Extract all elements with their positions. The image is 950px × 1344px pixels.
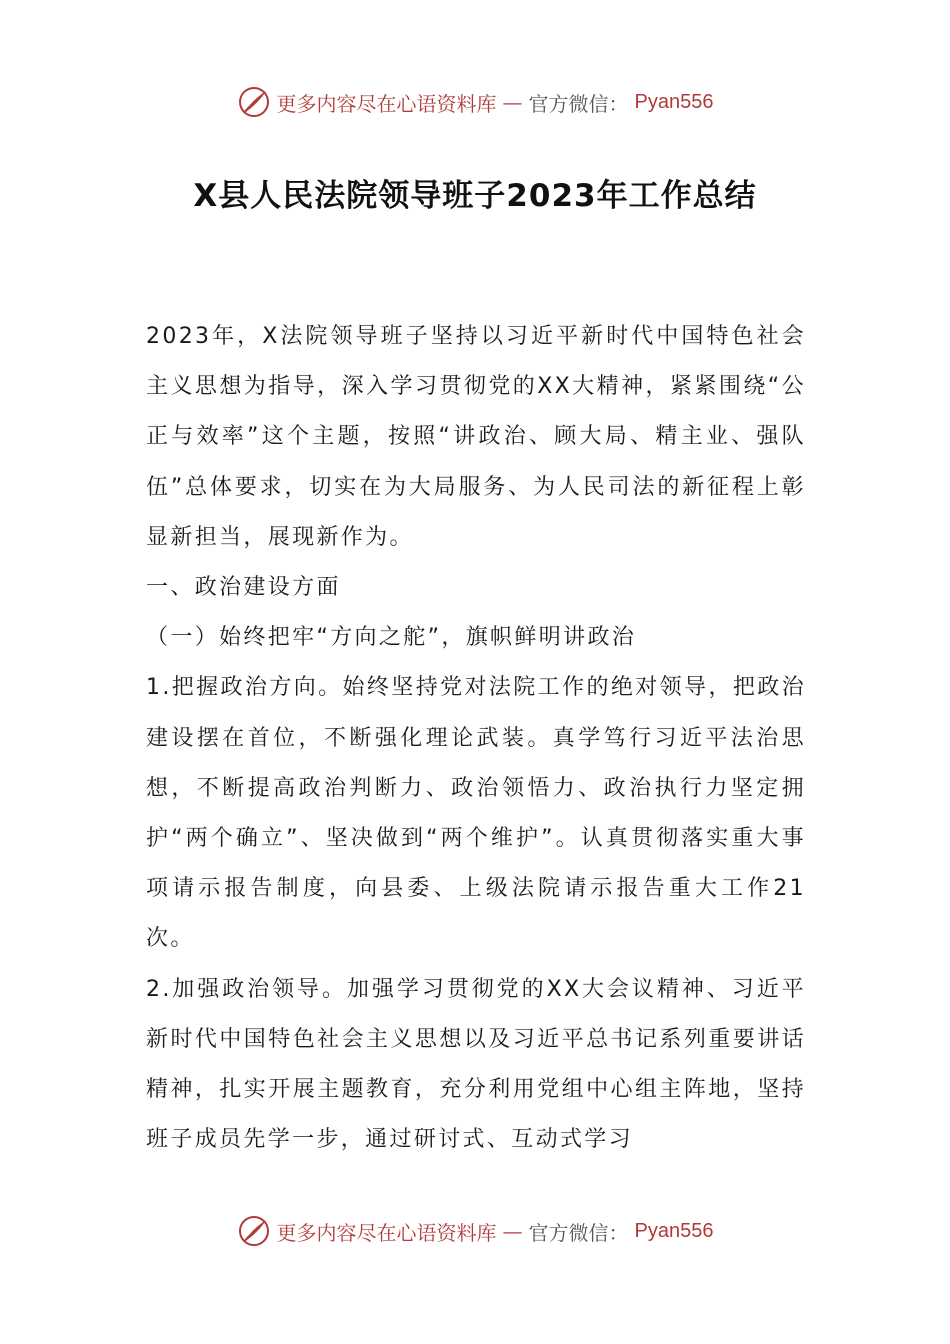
watermark-dash: —	[502, 1219, 523, 1243]
paragraph-intro: 2023年，X法院领导班子坚持以习近平新时代中国特色社会主义思想为指导，深入学习贯彻党的XX大精神，紧紧围绕“公正与效率”这个主题，按照“讲政治、顾大局、精主业、强队伍”总体要求，切实在为大局服务、为人民司法的新征程上彰显新担当，展现新作为。	[146, 324, 806, 550]
quill-logo-icon	[237, 85, 271, 119]
watermark-official-label: 官方微信：	[528, 91, 629, 116]
paragraph-item-2: 2.加强政治领导。加强学习贯彻党的XX大会议精神、习近平新时代中国特色社会主义思想以及习近平总书记系列重要讲话精神，扎实开展主题教育，充分利用党组中心组主阵地，坚持班子成员先学一步，通过研讨式、互动式学习	[146, 976, 806, 1153]
paragraph-item-1: 1.把握政治方向。始终坚持党对法院工作的绝对领导，把政治建设摆在首位，不断强化理论武装。真学笃行习近平法治思想，不断提高政治判断力、政治领悟力、政治执行力坚定拥护“两个确立”、坚决做到“两个维护”。认真贯彻落实重大事项请示报告制度，向县委、上级法院请示报告重大工作21次。	[146, 675, 806, 952]
section-heading-political: 一、政治建设方面	[146, 575, 341, 601]
quill-logo-icon	[237, 1214, 271, 1248]
footer-watermark	[0, 1211, 950, 1251]
watermark-dash: —	[502, 90, 523, 114]
watermark-wechat-id: Pyan556	[634, 90, 714, 113]
header-watermark	[0, 82, 950, 122]
document-title: X县人民法院领导班子2023年工作总结	[193, 178, 757, 214]
subsection-heading-direction: （一）始终把牢“方向之舵”，旗帜鲜明讲政治	[146, 625, 637, 651]
watermark-text: 更多内容尽在心语资料库	[276, 91, 497, 116]
watermark-text: 更多内容尽在心语资料库	[276, 1220, 497, 1245]
watermark-wechat-id: Pyan556	[634, 1219, 714, 1242]
document-body	[146, 312, 806, 1165]
watermark-official-label: 官方微信：	[528, 1220, 629, 1245]
